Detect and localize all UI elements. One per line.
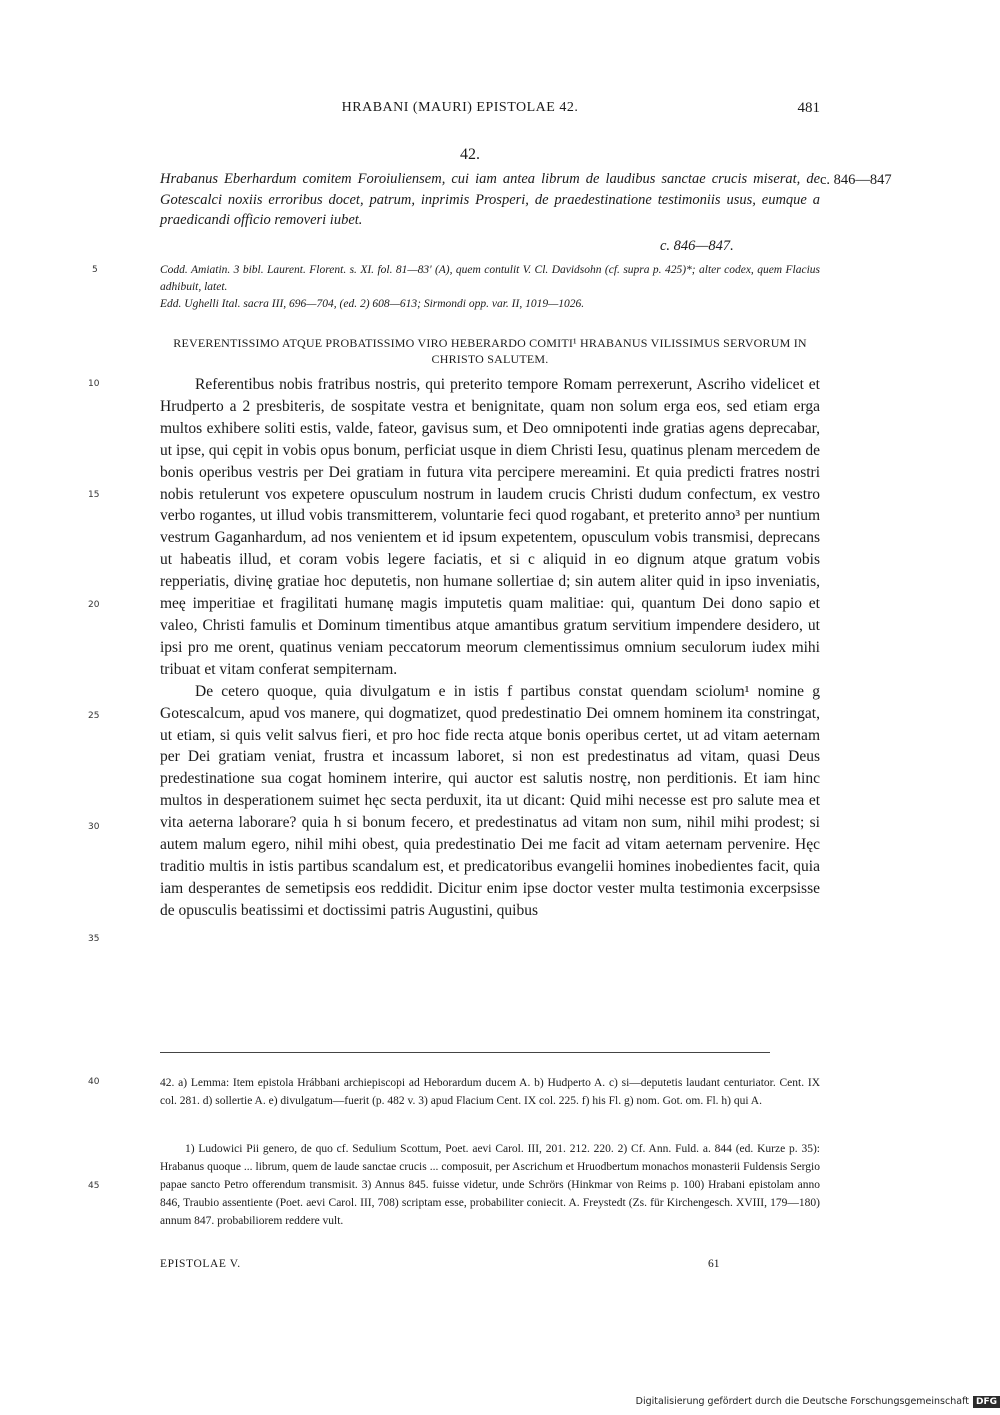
- funding-notice: [600, 1396, 1000, 1415]
- dfg-logo: DFG: [973, 1396, 1000, 1408]
- critical-notes: 42. a) Lemma: Item epistola Hrábbani archiepiscopi ad Heborardum ducem A. b) Hudperto A. c) si—deputetis laudant centuriator. Cent. IX col. 281. d) sollertie A. e) divulgatum—fuerit (p. 482 v. 3) apud Flacium Cent. IX col. 225. f) his Fl. g) nom. Got. om. Fl. h) qui A.: [160, 1077, 820, 1107]
- margin-date: c. 846—847: [820, 172, 892, 188]
- letter-number: 42.: [460, 146, 480, 163]
- line-number: 10: [88, 379, 100, 389]
- footnote-divider: [160, 1052, 770, 1053]
- summary-date: c. 846—847.: [660, 238, 734, 254]
- line-number: 15: [88, 490, 100, 500]
- funding-text: Digitalisierung gefördert durch die Deutsche Forschungsgemeinschaft: [635, 1396, 969, 1407]
- footer-signature: EPISTOLAE V.: [160, 1258, 241, 1270]
- letter-body: [160, 374, 820, 922]
- body-paragraph: De cetero quoque, quia divulgatum e in istis f partibus constat quendam sciolum¹ nomine g Gotescalcum, apud vos manere, qui dogmatizet, quod predestinatio Dei omnem hominem ita constringat, ut etiam, si quis velit salvus fieri, et pro hoc fide recta atque bonis operibus certet, ut ad vitam aeternam per Dei gratiam veniat, frustra et incassum laboret, si non est predestinatus ad vitam, quasi Deus predestinatione sua cogat hominem interire, qui auctor est salutis nostrę, non perditionis. Et iam hinc multos in desperationem suimet hęc secta perduxit, ita ut dicant: Quid mihi necesse est pro salute mea et vita aeterna laborare? quia h si bonum fecero, et predestinatus ad vitam non sum, nihil mihi prodest; si autem malum egero, nihil mihi obest, quia predestinatio Dei me facit ad vitam aeternam pervenire. Hęc traditio multis in istis partibus scandalum est, et predicatoribus evangelii homines inobedientes facit, quia iam desperantes de semetipsis eos reddidit. Dicitur enim ipse doctor vester multa testimonia excerpsisse de opusculis beatissimi et doctissimi patris Augustini, quibus: [160, 682, 820, 919]
- historical-notes-text: 1) Ludowici Pii genero, de quo cf. Sedulium Scottum, Poet. aevi Carol. III, 201. 212. 220. 2) Cf. Ann. Fuld. a. 844 (ed. Kurze p. 35): Hrabanus quoque ... librum, quem de laude sanctae crucis ... composuit, per Ascrichum et Hruodbertum monachos monasterii Fuldensis Sergio papae sancto Petro offerendum transmisit. 3) Annus 845. fuisse videtur, unde Schrörs (Hinkmar von Reims p. 100) Hrabani epistolam anno 846, Traubio assentiente (Poet. aevi Carol. III, 708) scriptam esse, probabiliter coniecit. A. Freystedt (Zs. für Kirchengesch. XVIII, 179—180) annum 847. probabiliorem reddere vult.: [160, 1143, 820, 1227]
- codices-section: [130, 262, 820, 313]
- running-title: HRABANI (MAURI) EPISTOLAE 42.: [341, 100, 579, 115]
- running-header: [160, 100, 820, 122]
- editions-line: Edd. Ughelli Ital. sacra III, 696—704, (ed. 2) 608—613; Sirmondi opp. var. II, 1019—1026.: [160, 298, 585, 310]
- line-number: 5: [92, 265, 98, 275]
- summary-text: Hrabanus Eberhardum comitem Foroiuliensem, cui iam antea librum de laudibus sanctae crucis miserat, de Gotescalci noxiis erroribus docet, patrum, inprimis Prosperi, de praedestinatione testimoniis usus, eumque a praedicandi officio removeri iubet.: [160, 171, 820, 228]
- line-number: 40: [88, 1077, 100, 1087]
- critical-apparatus: [160, 1074, 820, 1110]
- line-number: 20: [88, 600, 100, 610]
- line-number: 25: [88, 711, 100, 721]
- codices-line: Codd. Amiatin. 3 bibl. Laurent. Florent. s. XI. fol. 81—83' (A), quem contulit V. Cl. Davidsohn (cf. supra p. 425)*; alter codex, quem Flacius adhibuit, latet.: [160, 264, 820, 293]
- line-number: 45: [88, 1181, 100, 1191]
- line-number: 30: [88, 822, 100, 832]
- letter-summary: [160, 169, 820, 231]
- body-paragraph: Referentibus nobis fratribus nostris, qui preterito tempore Romam perrexerunt, Ascriho videlicet et Hrudperto a 2 presbiteris, de sospitate vestra et benignitate, quam non solum erga eos, sed etiam erga multos exhibere soliti estis, valde, fateor, gavisus sum, et Deo omnipotenti inde gratias agens deprecabar, ut ipse, qui cępit in vobis opus bonum, perficiat usque in diem Christi Iesu, quatinus plenam mercedem de bonis operibus vestris per Dei gratiam in futura vita percipere mereamini. Et quia predicti fratres nostri nobis retulerunt vos expetere opusculum nostrum in laudem crucis Christi dudum confectum, ex vestro verbo rogantes, ut illud vobis transmitterem, voluntarie feci quod rogabant, et preterito anno³ per nuntium vestrum Gaganhardum, ad nos venientem et id ipsum expetentem, opusculum vobis transmisi, deprecans ut habeatis illud, et coram vobis legere faciatis, et si c aliquid in eo dignum atque gratum vobis repperiatis, divinę gratiae hoc deputetis, non humane sollertiae d; sin autem aliter quid in ipso inveniatis, meę imperitiae et fragilitati humanę magis imputetis quam malitiae: qui, quantum Dei dono sapio et valeo, Christi famulis et Dominum timentibus atque amantibus gratum servitium impendere desidero, ut ipsi pro me orent, quatinus veniam peccatorum meorum clementissimus omnium seculorum iudex mihi tribuat et vitam conferat sempiternam.: [160, 376, 820, 678]
- line-number: 35: [88, 934, 100, 944]
- salutation: REVERENTISSIMO ATQUE PROBATISSIMO VIRO HEBERARDO COMITI¹ HRABANUS VILISSIMUS SERVORUM IN CHRISTO SALUTEM.: [173, 336, 807, 366]
- page-number: 481: [797, 100, 820, 116]
- historical-notes: [160, 1140, 820, 1230]
- footer-sheet-number: 61: [708, 1258, 720, 1270]
